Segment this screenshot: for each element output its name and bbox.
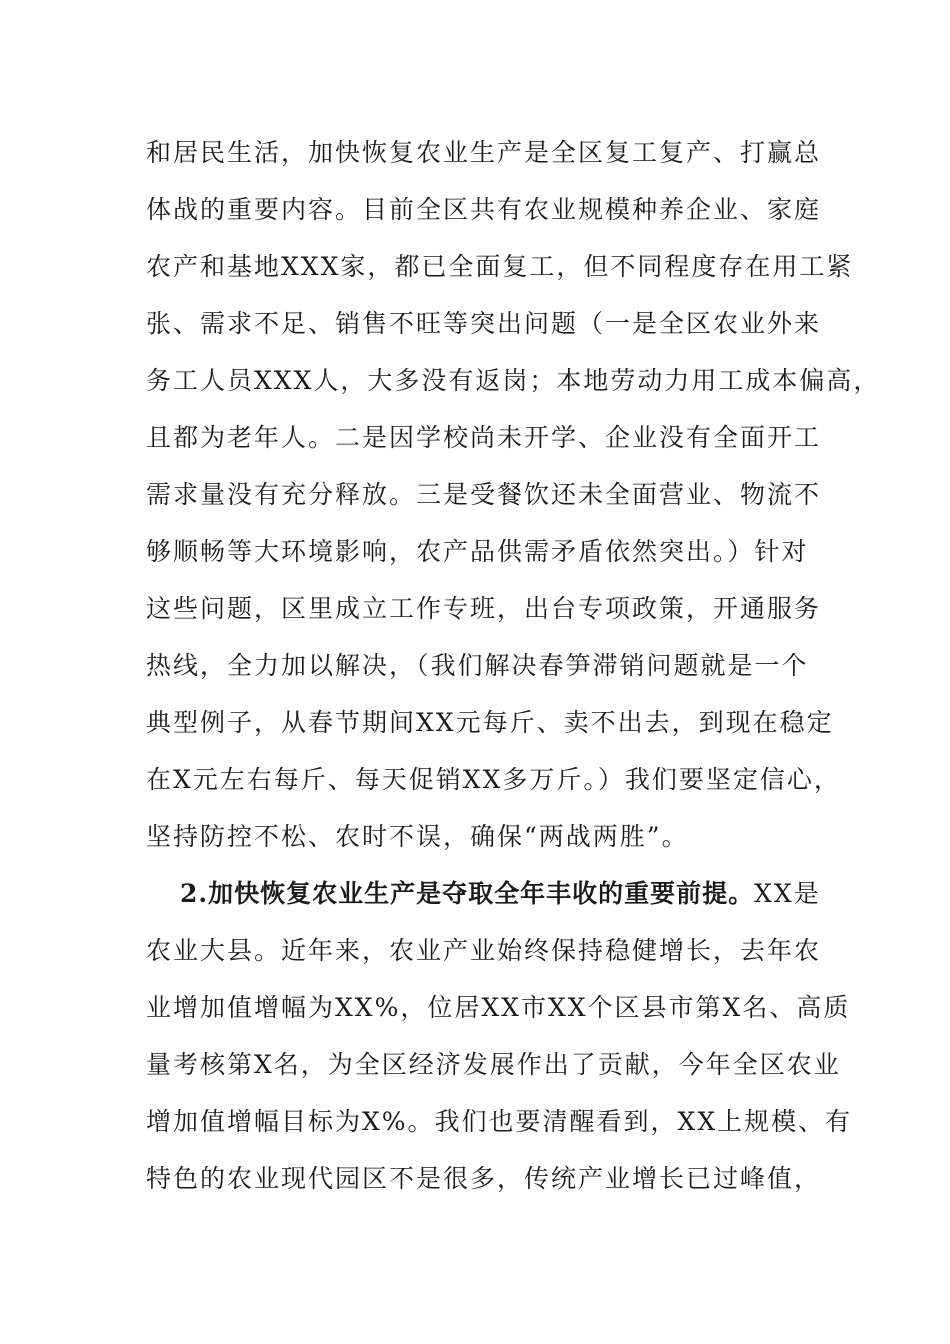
paragraph-2 (146, 865, 853, 1207)
paragraph-1-line: 典型例子，从春节期间XX元每斤、卖不出去，到现在稳定 (146, 708, 834, 737)
paragraph-1 (146, 124, 881, 865)
paragraph-1-line: 务工人员XXX人，大多没有返岗；本地劳动力用工成本偏高， (146, 366, 881, 395)
paragraph-1-line: 坚持防控不松、农时不误，确保“两战两胜”。 (146, 822, 689, 851)
paragraph-2-line: 量考核第X名，为全区经济发展作出了贡献，今年全区农业 (146, 1050, 841, 1079)
paragraph-1-line: 需求量没有充分释放。三是受餐饮还未全面营业、物流不 (146, 480, 822, 509)
paragraph-1-line: 在X元左右每斤、每天促销XX多万斤。）我们要坚定信心， (146, 765, 841, 794)
paragraph-2-line: 农业大县。近年来，农业产业始终保持稳健增长，去年农 (146, 936, 822, 965)
paragraph-1-line: 和居民生活，加快恢复农业生产是全区复工复产、打赢总 (146, 138, 822, 167)
paragraph-1-line: 这些问题，区里成立工作专班，出台专项政策，开通服务 (146, 594, 822, 623)
paragraph-1-line: 够顺畅等大环境影响，农产品供需矛盾依然突出。）针对 (146, 537, 809, 566)
paragraph-1-line: 体战的重要内容。目前全区共有农业规模种养企业、家庭 (146, 195, 822, 224)
section-heading: 2.加快恢复农业生产是夺取全年丰收的重要前提。 (180, 879, 755, 908)
paragraph-2-line-rest: XX是 (754, 879, 821, 908)
paragraph-2-first-line (146, 865, 836, 922)
paragraph-2-line: 业增加值增幅为XX%，位居XX市XX个区县市第X名、高质 (146, 993, 851, 1022)
paragraph-1-line: 且都为老年人。二是因学校尚未开学、企业没有全面开工 (146, 423, 822, 452)
paragraph-1-line: 张、需求不足、销售不旺等突出问题（一是全区农业外来 (146, 309, 822, 338)
paragraph-1-line: 热线，全力加以解决，（我们解决春笋滞销问题就是一个 (146, 651, 809, 680)
paragraph-1-line: 农产和基地XXX家，都已全面复工，但不同程度存在用工紧 (146, 252, 854, 281)
paragraph-2-line: 特色的农业现代园区不是很多，传统产业增长已过峰值， (146, 1164, 822, 1193)
paragraph-2-line: 增加值增幅目标为X%。我们也要清醒看到，XX上规模、有 (146, 1107, 853, 1136)
document-body (146, 124, 881, 1207)
